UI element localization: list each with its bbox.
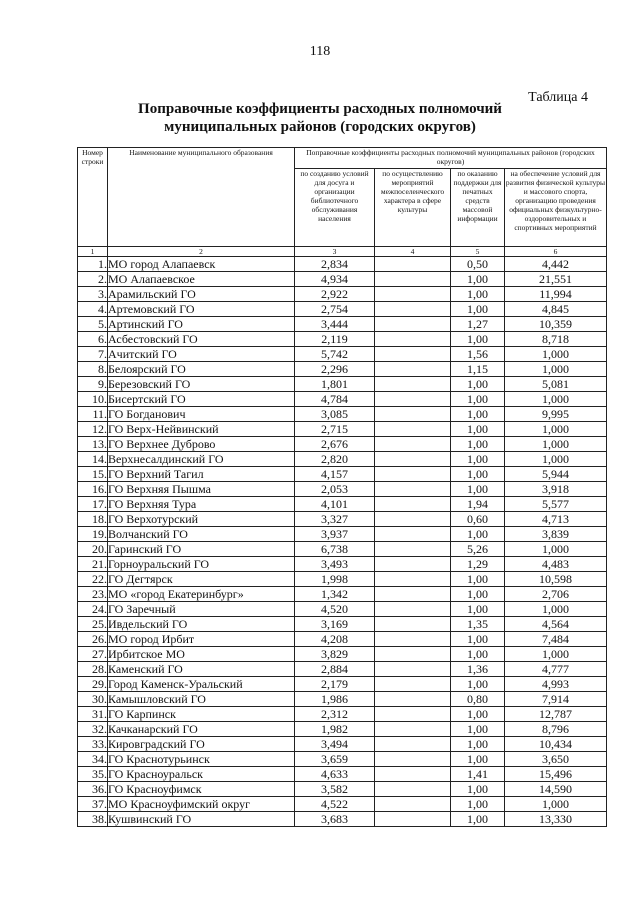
coef-mass-media: 1,00 (451, 677, 505, 692)
row-number: 29. (78, 677, 108, 692)
municipality-name: Камышловский ГО (108, 692, 295, 707)
coef-physical-culture: 5,577 (505, 497, 607, 512)
table-row (78, 362, 607, 377)
coef-physical-culture: 1,000 (505, 362, 607, 377)
coef-culture-library: 4,934 (295, 272, 375, 287)
header-coefficients-group: Поправочные коэффициенты расходных полномочий муниципальных районов (городских округов) (295, 148, 607, 169)
coef-mass-media: 1,00 (451, 392, 505, 407)
coef-mass-media: 1,00 (451, 287, 505, 302)
row-number: 16. (78, 482, 108, 497)
coef-mass-media: 0,60 (451, 512, 505, 527)
row-number: 1. (78, 257, 108, 272)
coef-interdistrict-culture (375, 662, 451, 677)
table-row (78, 407, 607, 422)
municipality-name: Ачитский ГО (108, 347, 295, 362)
header-culture-library: по созданию условий для досуга и организации библиотечного обслуживания населения (295, 169, 375, 247)
coef-mass-media: 1,00 (451, 452, 505, 467)
row-number: 8. (78, 362, 108, 377)
municipality-name: Ивдельский ГО (108, 617, 295, 632)
column-number: 4 (375, 247, 451, 257)
coef-culture-library: 2,754 (295, 302, 375, 317)
coef-culture-library: 4,208 (295, 632, 375, 647)
coef-culture-library: 4,784 (295, 392, 375, 407)
coef-physical-culture: 15,496 (505, 767, 607, 782)
municipality-name: ГО Красноуральск (108, 767, 295, 782)
coef-physical-culture: 1,000 (505, 542, 607, 557)
coef-interdistrict-culture (375, 692, 451, 707)
table-row (78, 437, 607, 452)
municipality-name: Белоярский ГО (108, 362, 295, 377)
coef-mass-media: 1,00 (451, 422, 505, 437)
table-row (78, 317, 607, 332)
coef-culture-library: 2,820 (295, 452, 375, 467)
coef-culture-library: 2,715 (295, 422, 375, 437)
title-line-1: Поправочные коэффициенты расходных полномочий (138, 101, 502, 117)
coef-interdistrict-culture (375, 557, 451, 572)
coef-mass-media: 0,80 (451, 692, 505, 707)
municipality-name: Бисертский ГО (108, 392, 295, 407)
coef-mass-media: 0,50 (451, 257, 505, 272)
coef-interdistrict-culture (375, 737, 451, 752)
header-municipality-name: Наименование муниципального образования (108, 148, 295, 247)
row-number: 13. (78, 437, 108, 452)
coef-culture-library: 1,982 (295, 722, 375, 737)
coef-culture-library: 3,683 (295, 812, 375, 827)
table-row (78, 767, 607, 782)
coef-mass-media: 1,00 (451, 752, 505, 767)
coef-physical-culture: 3,650 (505, 752, 607, 767)
coef-culture-library: 2,922 (295, 287, 375, 302)
coef-culture-library: 1,986 (295, 692, 375, 707)
coef-interdistrict-culture (375, 287, 451, 302)
table-row (78, 422, 607, 437)
coef-interdistrict-culture (375, 812, 451, 827)
row-number: 7. (78, 347, 108, 362)
coef-mass-media: 1,00 (451, 272, 505, 287)
coef-mass-media: 1,00 (451, 632, 505, 647)
coef-physical-culture: 14,590 (505, 782, 607, 797)
municipality-name: ГО Дегтярск (108, 572, 295, 587)
coef-interdistrict-culture (375, 302, 451, 317)
coef-culture-library: 2,834 (295, 257, 375, 272)
row-number: 9. (78, 377, 108, 392)
coef-mass-media: 1,00 (451, 437, 505, 452)
municipality-name: ГО Верхнее Дуброво (108, 437, 295, 452)
row-number: 19. (78, 527, 108, 542)
coef-interdistrict-culture (375, 497, 451, 512)
coef-physical-culture: 8,796 (505, 722, 607, 737)
coef-physical-culture: 4,993 (505, 677, 607, 692)
coef-interdistrict-culture (375, 707, 451, 722)
municipality-name: Артемовский ГО (108, 302, 295, 317)
row-number: 2. (78, 272, 108, 287)
municipality-name: Ирбитское МО (108, 647, 295, 662)
row-number: 27. (78, 647, 108, 662)
coef-interdistrict-culture (375, 542, 451, 557)
coef-physical-culture: 1,000 (505, 647, 607, 662)
row-number: 6. (78, 332, 108, 347)
table-row (78, 572, 607, 587)
municipality-name: ГО Богданович (108, 407, 295, 422)
row-number: 17. (78, 497, 108, 512)
coef-mass-media: 1,00 (451, 782, 505, 797)
row-number: 15. (78, 467, 108, 482)
table-body (78, 257, 607, 827)
header-row-number: Номер строки (78, 148, 108, 247)
row-number: 3. (78, 287, 108, 302)
coef-culture-library: 3,659 (295, 752, 375, 767)
table-row (78, 737, 607, 752)
row-number: 20. (78, 542, 108, 557)
table-label: Таблица 4 (528, 90, 588, 105)
municipality-name: МО «город Екатеринбург» (108, 587, 295, 602)
coef-physical-culture: 2,706 (505, 587, 607, 602)
coef-mass-media: 1,00 (451, 332, 505, 347)
row-number: 21. (78, 557, 108, 572)
table-row (78, 707, 607, 722)
coef-physical-culture: 3,839 (505, 527, 607, 542)
municipality-name: ГО Верхняя Тура (108, 497, 295, 512)
coef-physical-culture: 21,551 (505, 272, 607, 287)
coef-physical-culture: 1,000 (505, 437, 607, 452)
municipality-name: ГО Карпинск (108, 707, 295, 722)
coef-physical-culture: 8,718 (505, 332, 607, 347)
coef-mass-media: 1,00 (451, 467, 505, 482)
table-row (78, 602, 607, 617)
coef-physical-culture: 13,330 (505, 812, 607, 827)
coef-culture-library: 1,342 (295, 587, 375, 602)
coef-culture-library: 4,101 (295, 497, 375, 512)
coef-culture-library: 2,179 (295, 677, 375, 692)
coef-physical-culture: 4,845 (505, 302, 607, 317)
coefficients-table (77, 147, 607, 827)
coef-culture-library: 1,801 (295, 377, 375, 392)
coef-physical-culture: 10,434 (505, 737, 607, 752)
coef-culture-library: 4,520 (295, 602, 375, 617)
row-number: 5. (78, 317, 108, 332)
row-number: 12. (78, 422, 108, 437)
table-row (78, 287, 607, 302)
municipality-name: Асбестовский ГО (108, 332, 295, 347)
table-row (78, 332, 607, 347)
coef-interdistrict-culture (375, 572, 451, 587)
coef-mass-media: 1,00 (451, 797, 505, 812)
coef-interdistrict-culture (375, 647, 451, 662)
table-row (78, 797, 607, 812)
coef-mass-media: 1,94 (451, 497, 505, 512)
coef-physical-culture: 4,564 (505, 617, 607, 632)
column-numbers-row (78, 247, 607, 257)
coef-interdistrict-culture (375, 722, 451, 737)
coef-mass-media: 1,35 (451, 617, 505, 632)
coef-mass-media: 1,00 (451, 647, 505, 662)
coef-culture-library: 3,085 (295, 407, 375, 422)
coef-interdistrict-culture (375, 347, 451, 362)
coef-interdistrict-culture (375, 482, 451, 497)
coef-physical-culture: 10,598 (505, 572, 607, 587)
coef-culture-library: 5,742 (295, 347, 375, 362)
table-row (78, 722, 607, 737)
municipality-name: ГО Верхняя Пышма (108, 482, 295, 497)
coef-culture-library: 4,522 (295, 797, 375, 812)
row-number: 30. (78, 692, 108, 707)
municipality-name: МО город Алапаевск (108, 257, 295, 272)
coef-mass-media: 1,00 (451, 707, 505, 722)
column-number: 3 (295, 247, 375, 257)
coef-culture-library: 3,829 (295, 647, 375, 662)
column-number: 1 (78, 247, 108, 257)
municipality-name: Город Каменск-Уральский (108, 677, 295, 692)
municipality-name: Гаринский ГО (108, 542, 295, 557)
table-row (78, 272, 607, 287)
coef-physical-culture: 11,994 (505, 287, 607, 302)
municipality-name: Горноуральский ГО (108, 557, 295, 572)
coef-culture-library: 1,998 (295, 572, 375, 587)
municipality-name: Качканарский ГО (108, 722, 295, 737)
table-row (78, 527, 607, 542)
municipality-name: Верхнесалдинский ГО (108, 452, 295, 467)
municipality-name: ГО Красноуфимск (108, 782, 295, 797)
municipality-name: МО Красноуфимский округ (108, 797, 295, 812)
coef-mass-media: 1,56 (451, 347, 505, 362)
coef-interdistrict-culture (375, 332, 451, 347)
coef-interdistrict-culture (375, 377, 451, 392)
coef-physical-culture: 3,918 (505, 482, 607, 497)
table-row (78, 467, 607, 482)
municipality-name: Кировградский ГО (108, 737, 295, 752)
coef-interdistrict-culture (375, 797, 451, 812)
municipality-name: Волчанский ГО (108, 527, 295, 542)
table-row (78, 482, 607, 497)
coef-interdistrict-culture (375, 362, 451, 377)
coef-physical-culture: 7,484 (505, 632, 607, 647)
column-number: 5 (451, 247, 505, 257)
row-number: 38. (78, 812, 108, 827)
coef-interdistrict-culture (375, 767, 451, 782)
coef-physical-culture: 7,914 (505, 692, 607, 707)
row-number: 10. (78, 392, 108, 407)
coef-interdistrict-culture (375, 272, 451, 287)
coef-mass-media: 1,00 (451, 302, 505, 317)
coef-physical-culture: 4,713 (505, 512, 607, 527)
row-number: 37. (78, 797, 108, 812)
coef-mass-media: 1,00 (451, 812, 505, 827)
coef-interdistrict-culture (375, 512, 451, 527)
row-number: 22. (78, 572, 108, 587)
coef-culture-library: 3,582 (295, 782, 375, 797)
coef-mass-media: 1,36 (451, 662, 505, 677)
coef-mass-media: 1,00 (451, 572, 505, 587)
table-row (78, 392, 607, 407)
coef-physical-culture: 5,944 (505, 467, 607, 482)
municipality-name: ГО Заречный (108, 602, 295, 617)
title-line-2: муниципальных районов (городских округов) (164, 119, 476, 135)
table-row (78, 632, 607, 647)
coef-culture-library: 2,296 (295, 362, 375, 377)
coef-interdistrict-culture (375, 782, 451, 797)
table-row (78, 377, 607, 392)
coef-physical-culture: 4,442 (505, 257, 607, 272)
coef-mass-media: 1,00 (451, 377, 505, 392)
table-row (78, 692, 607, 707)
coef-physical-culture: 9,995 (505, 407, 607, 422)
document-title (0, 100, 640, 136)
coef-mass-media: 1,29 (451, 557, 505, 572)
coef-mass-media: 1,27 (451, 317, 505, 332)
coef-interdistrict-culture (375, 317, 451, 332)
header-physical-culture: на обеспечение условий для развития физической культуры и массового спорта, организацию проведения официальных физкультурно-оздоровительных и спортивных мероприятий (505, 169, 607, 247)
coef-physical-culture: 1,000 (505, 602, 607, 617)
table-row (78, 557, 607, 572)
coef-physical-culture: 1,000 (505, 797, 607, 812)
coef-culture-library: 3,493 (295, 557, 375, 572)
coef-physical-culture: 10,359 (505, 317, 607, 332)
table-row (78, 782, 607, 797)
row-number: 18. (78, 512, 108, 527)
municipality-name: Артинский ГО (108, 317, 295, 332)
table-row (78, 677, 607, 692)
coef-culture-library: 2,053 (295, 482, 375, 497)
table-row (78, 512, 607, 527)
column-number: 2 (108, 247, 295, 257)
row-number: 4. (78, 302, 108, 317)
table-row (78, 647, 607, 662)
coef-mass-media: 1,15 (451, 362, 505, 377)
coef-culture-library: 3,169 (295, 617, 375, 632)
coef-culture-library: 3,494 (295, 737, 375, 752)
coef-interdistrict-culture (375, 407, 451, 422)
municipality-name: Березовский ГО (108, 377, 295, 392)
row-number: 34. (78, 752, 108, 767)
table-row (78, 497, 607, 512)
coef-mass-media: 1,00 (451, 737, 505, 752)
row-number: 14. (78, 452, 108, 467)
row-number: 11. (78, 407, 108, 422)
coef-interdistrict-culture (375, 752, 451, 767)
coef-physical-culture: 5,081 (505, 377, 607, 392)
coef-culture-library: 2,119 (295, 332, 375, 347)
municipality-name: МО Алапаевское (108, 272, 295, 287)
coef-interdistrict-culture (375, 467, 451, 482)
table-row (78, 347, 607, 362)
coef-mass-media: 5,26 (451, 542, 505, 557)
coef-interdistrict-culture (375, 422, 451, 437)
coef-culture-library: 2,312 (295, 707, 375, 722)
coef-culture-library: 3,444 (295, 317, 375, 332)
coef-physical-culture: 1,000 (505, 452, 607, 467)
coef-interdistrict-culture (375, 632, 451, 647)
coef-interdistrict-culture (375, 617, 451, 632)
municipality-name: МО город Ирбит (108, 632, 295, 647)
row-number: 28. (78, 662, 108, 677)
coef-culture-library: 3,327 (295, 512, 375, 527)
municipality-name: ГО Верхотурский (108, 512, 295, 527)
coef-mass-media: 1,00 (451, 722, 505, 737)
coef-physical-culture: 4,777 (505, 662, 607, 677)
municipality-name: ГО Краснотурьинск (108, 752, 295, 767)
coef-culture-library: 2,884 (295, 662, 375, 677)
coef-interdistrict-culture (375, 527, 451, 542)
coef-culture-library: 3,937 (295, 527, 375, 542)
coef-interdistrict-culture (375, 257, 451, 272)
coef-mass-media: 1,00 (451, 602, 505, 617)
table-row (78, 302, 607, 317)
table-row (78, 752, 607, 767)
municipality-name: Арамильский ГО (108, 287, 295, 302)
table-row (78, 257, 607, 272)
row-number: 24. (78, 602, 108, 617)
coef-culture-library: 2,676 (295, 437, 375, 452)
column-number: 6 (505, 247, 607, 257)
table-row (78, 587, 607, 602)
coef-mass-media: 1,00 (451, 587, 505, 602)
row-number: 31. (78, 707, 108, 722)
coef-physical-culture: 1,000 (505, 392, 607, 407)
header-mass-media: по оказанию поддержки для печатных средств массовой информации (451, 169, 505, 247)
table-row (78, 617, 607, 632)
page-number: 118 (309, 44, 331, 59)
row-number: 23. (78, 587, 108, 602)
municipality-name: Каменский ГО (108, 662, 295, 677)
row-number: 32. (78, 722, 108, 737)
municipality-name: ГО Верхний Тагил (108, 467, 295, 482)
row-number: 33. (78, 737, 108, 752)
table-row (78, 812, 607, 827)
row-number: 35. (78, 767, 108, 782)
coef-mass-media: 1,41 (451, 767, 505, 782)
row-number: 36. (78, 782, 108, 797)
coef-interdistrict-culture (375, 437, 451, 452)
coef-culture-library: 4,157 (295, 467, 375, 482)
coef-culture-library: 4,633 (295, 767, 375, 782)
coef-mass-media: 1,00 (451, 482, 505, 497)
municipality-name: Кушвинский ГО (108, 812, 295, 827)
coef-physical-culture: 12,787 (505, 707, 607, 722)
coef-physical-culture: 4,483 (505, 557, 607, 572)
row-number: 26. (78, 632, 108, 647)
coef-physical-culture: 1,000 (505, 347, 607, 362)
coef-interdistrict-culture (375, 602, 451, 617)
row-number: 25. (78, 617, 108, 632)
municipality-name: ГО Верх-Нейвинский (108, 422, 295, 437)
header-interdistrict-culture: по осуществлению мероприятий межпоселенческого характера в сфере культуры (375, 169, 451, 247)
coef-mass-media: 1,00 (451, 527, 505, 542)
table-row (78, 452, 607, 467)
coef-mass-media: 1,00 (451, 407, 505, 422)
table-row (78, 662, 607, 677)
coef-interdistrict-culture (375, 452, 451, 467)
coef-interdistrict-culture (375, 587, 451, 602)
coef-interdistrict-culture (375, 392, 451, 407)
coef-interdistrict-culture (375, 677, 451, 692)
coef-culture-library: 6,738 (295, 542, 375, 557)
table-row (78, 542, 607, 557)
coef-physical-culture: 1,000 (505, 422, 607, 437)
